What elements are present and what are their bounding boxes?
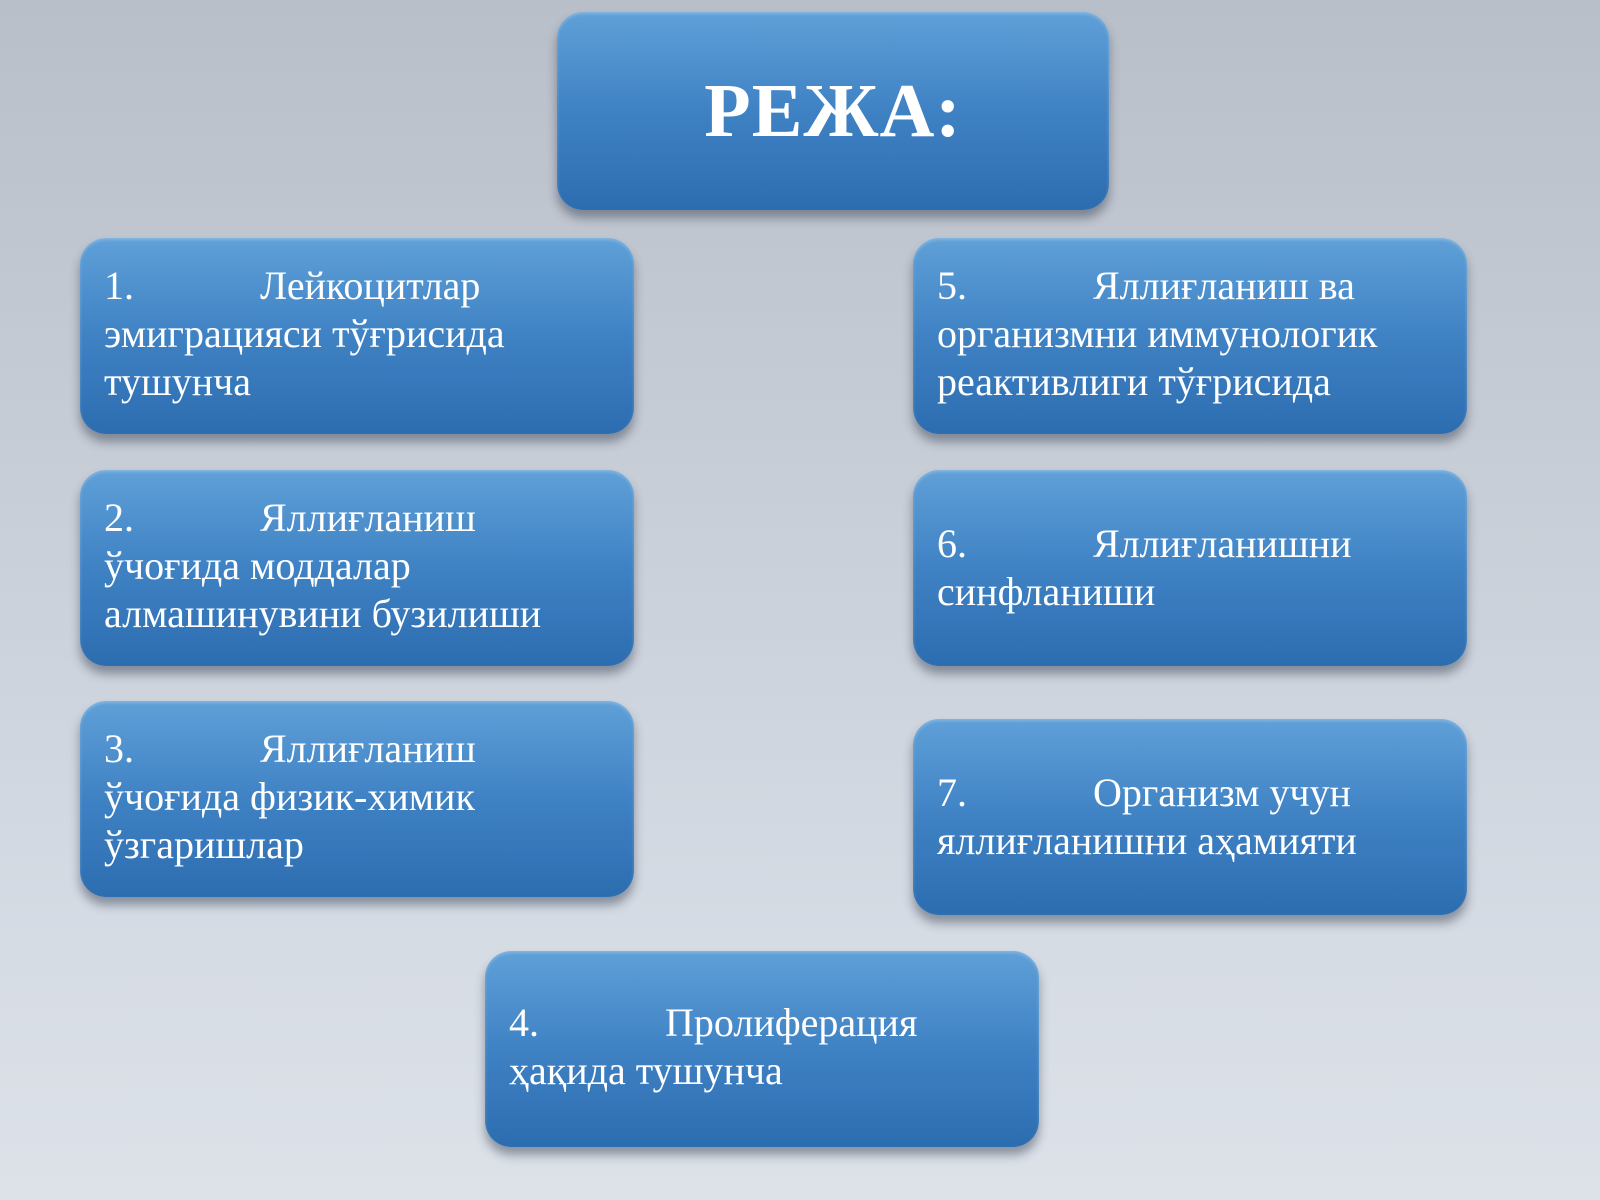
plan-item-1 xyxy=(80,238,634,434)
plan-item-5 xyxy=(913,238,1467,434)
item-number: 3. xyxy=(104,726,134,771)
item-text-first: Пролиферация xyxy=(665,1000,918,1045)
item-text-rest: эмиграцияси тўғрисида тушунча xyxy=(104,311,505,404)
item-text-first: Организм учун xyxy=(1093,770,1351,815)
item-number: 5. xyxy=(937,263,967,308)
plan-item-3 xyxy=(80,701,634,897)
item-text-wrap xyxy=(937,769,1445,865)
plan-item-4 xyxy=(485,951,1039,1147)
plan-item-6 xyxy=(913,470,1467,666)
title-box xyxy=(557,12,1109,210)
item-number: 7. xyxy=(937,770,967,815)
item-number: 1. xyxy=(104,263,134,308)
plan-item-2 xyxy=(80,470,634,666)
item-text-first: Яллиғланишни xyxy=(1093,521,1352,566)
item-text-first: Лейкоцитлар xyxy=(260,263,481,308)
page-title: РЕЖА: xyxy=(704,68,962,153)
item-text-rest: ўчоғида физик-химик ўзгаришлар xyxy=(104,774,475,867)
item-text-first: Яллиғланиш ва xyxy=(1093,263,1355,308)
item-text-rest: яллиғланишни аҳамияти xyxy=(937,818,1357,863)
item-number: 6. xyxy=(937,521,967,566)
item-text-rest: организмни иммунологик реактивлиги тўғрисида xyxy=(937,311,1378,404)
item-text-rest: ўчоғида моддалар алмашинувини бузилиши xyxy=(104,543,542,636)
item-text-wrap xyxy=(937,520,1445,616)
item-text-rest: синфланиши xyxy=(937,569,1156,614)
item-text-first: Яллиғланиш xyxy=(260,726,476,771)
plan-item-7 xyxy=(913,719,1467,915)
item-number: 2. xyxy=(104,495,134,540)
item-text-first: Яллиғланиш xyxy=(260,495,476,540)
item-number: 4. xyxy=(509,1000,539,1045)
item-text-rest: ҳақида тушунча xyxy=(509,1048,783,1093)
